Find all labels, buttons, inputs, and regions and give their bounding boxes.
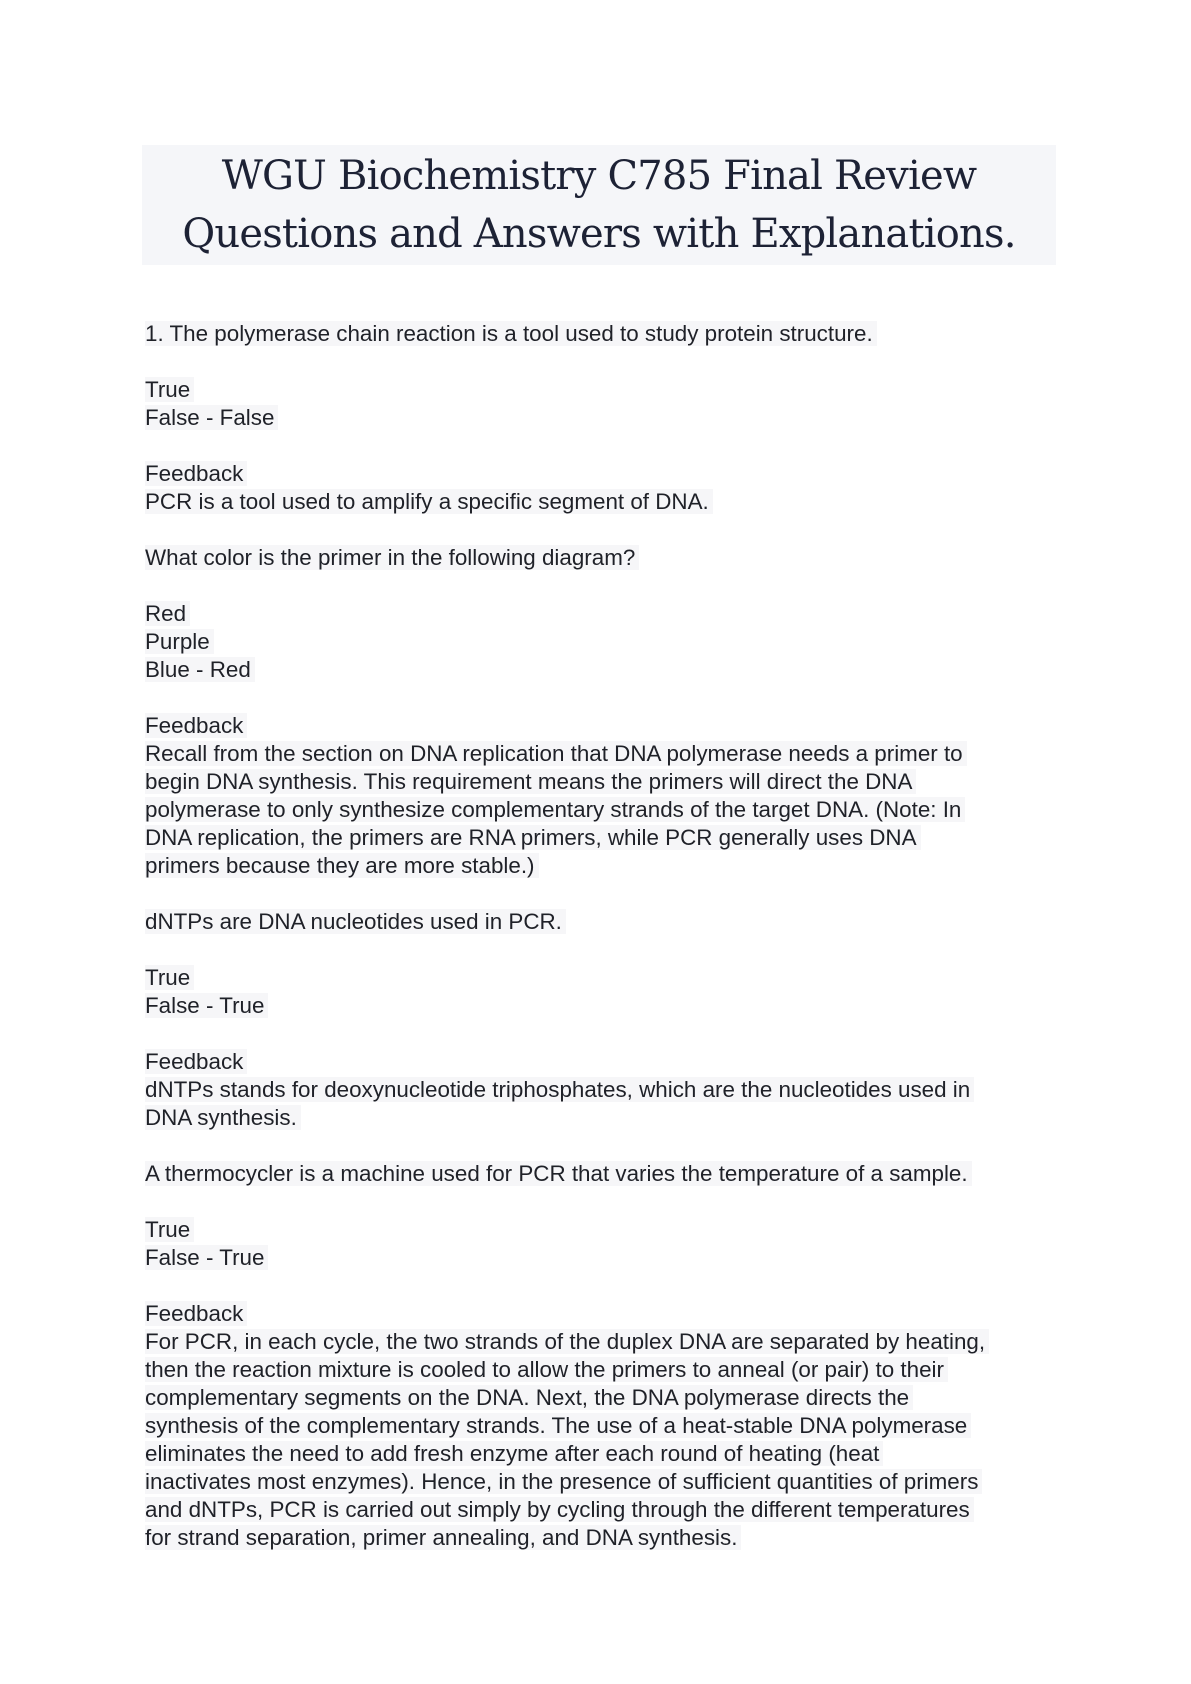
feedback-text: Recall from the section on DNA replication that DNA polymerase needs a primer to — [145, 740, 1055, 768]
feedback-label: Feedback — [145, 460, 1055, 488]
feedback-text: synthesis of the complementary strands. The use of a heat-stable DNA polymerase — [145, 1412, 1055, 1440]
question-text: 1. The polymerase chain reaction is a tool used to study protein structure. — [145, 320, 1055, 348]
document-title-line-1: WGU Biochemistry C785 Final Review — [221, 153, 977, 199]
document-title-line-2: Questions and Answers with Explanations. — [182, 211, 1016, 257]
answer-option: Purple — [145, 628, 1055, 656]
feedback-label: Feedback — [145, 1300, 1055, 1328]
feedback-text: DNA synthesis. — [145, 1104, 1055, 1132]
question-text: A thermocycler is a machine used for PCR that varies the temperature of a sample. — [145, 1160, 1055, 1188]
answer-option: False - False — [145, 404, 1055, 432]
answer-option: False - True — [145, 1244, 1055, 1272]
feedback-text: eliminates the need to add fresh enzyme after each round of heating (heat — [145, 1440, 1055, 1468]
feedback-label: Feedback — [145, 1048, 1055, 1076]
question-text: dNTPs are DNA nucleotides used in PCR. — [145, 908, 1055, 936]
feedback-text: begin DNA synthesis. This requirement means the primers will direct the DNA — [145, 768, 1055, 796]
answer-option: True — [145, 964, 1055, 992]
feedback-text: DNA replication, the primers are RNA primers, while PCR generally uses DNA — [145, 824, 1055, 852]
question-text: What color is the primer in the following diagram? — [145, 544, 1055, 572]
feedback-label: Feedback — [145, 712, 1055, 740]
feedback-text: inactivates most enzymes). Hence, in the presence of sufficient quantities of primers — [145, 1468, 1055, 1496]
document-title-banner — [142, 145, 1056, 265]
feedback-text: dNTPs stands for deoxynucleotide triphosphates, which are the nucleotides used in — [145, 1076, 1055, 1104]
answer-option: True — [145, 1216, 1055, 1244]
answer-option: Red — [145, 600, 1055, 628]
answer-option: True — [145, 376, 1055, 404]
feedback-text: and dNTPs, PCR is carried out simply by cycling through the different temperatures — [145, 1496, 1055, 1524]
feedback-text: PCR is a tool used to amplify a specific segment of DNA. — [145, 488, 1055, 516]
feedback-text: complementary segments on the DNA. Next, the DNA polymerase directs the — [145, 1384, 1055, 1412]
document-body — [145, 320, 1055, 1552]
feedback-text: then the reaction mixture is cooled to allow the primers to anneal (or pair) to their — [145, 1356, 1055, 1384]
feedback-text: polymerase to only synthesize complementary strands of the target DNA. (Note: In — [145, 796, 1055, 824]
feedback-text: primers because they are more stable.) — [145, 852, 1055, 880]
feedback-text: for strand separation, primer annealing, and DNA synthesis. — [145, 1524, 1055, 1552]
answer-option: False - True — [145, 992, 1055, 1020]
answer-option: Blue - Red — [145, 656, 1055, 684]
feedback-text: For PCR, in each cycle, the two strands of the duplex DNA are separated by heating, — [145, 1328, 1055, 1356]
